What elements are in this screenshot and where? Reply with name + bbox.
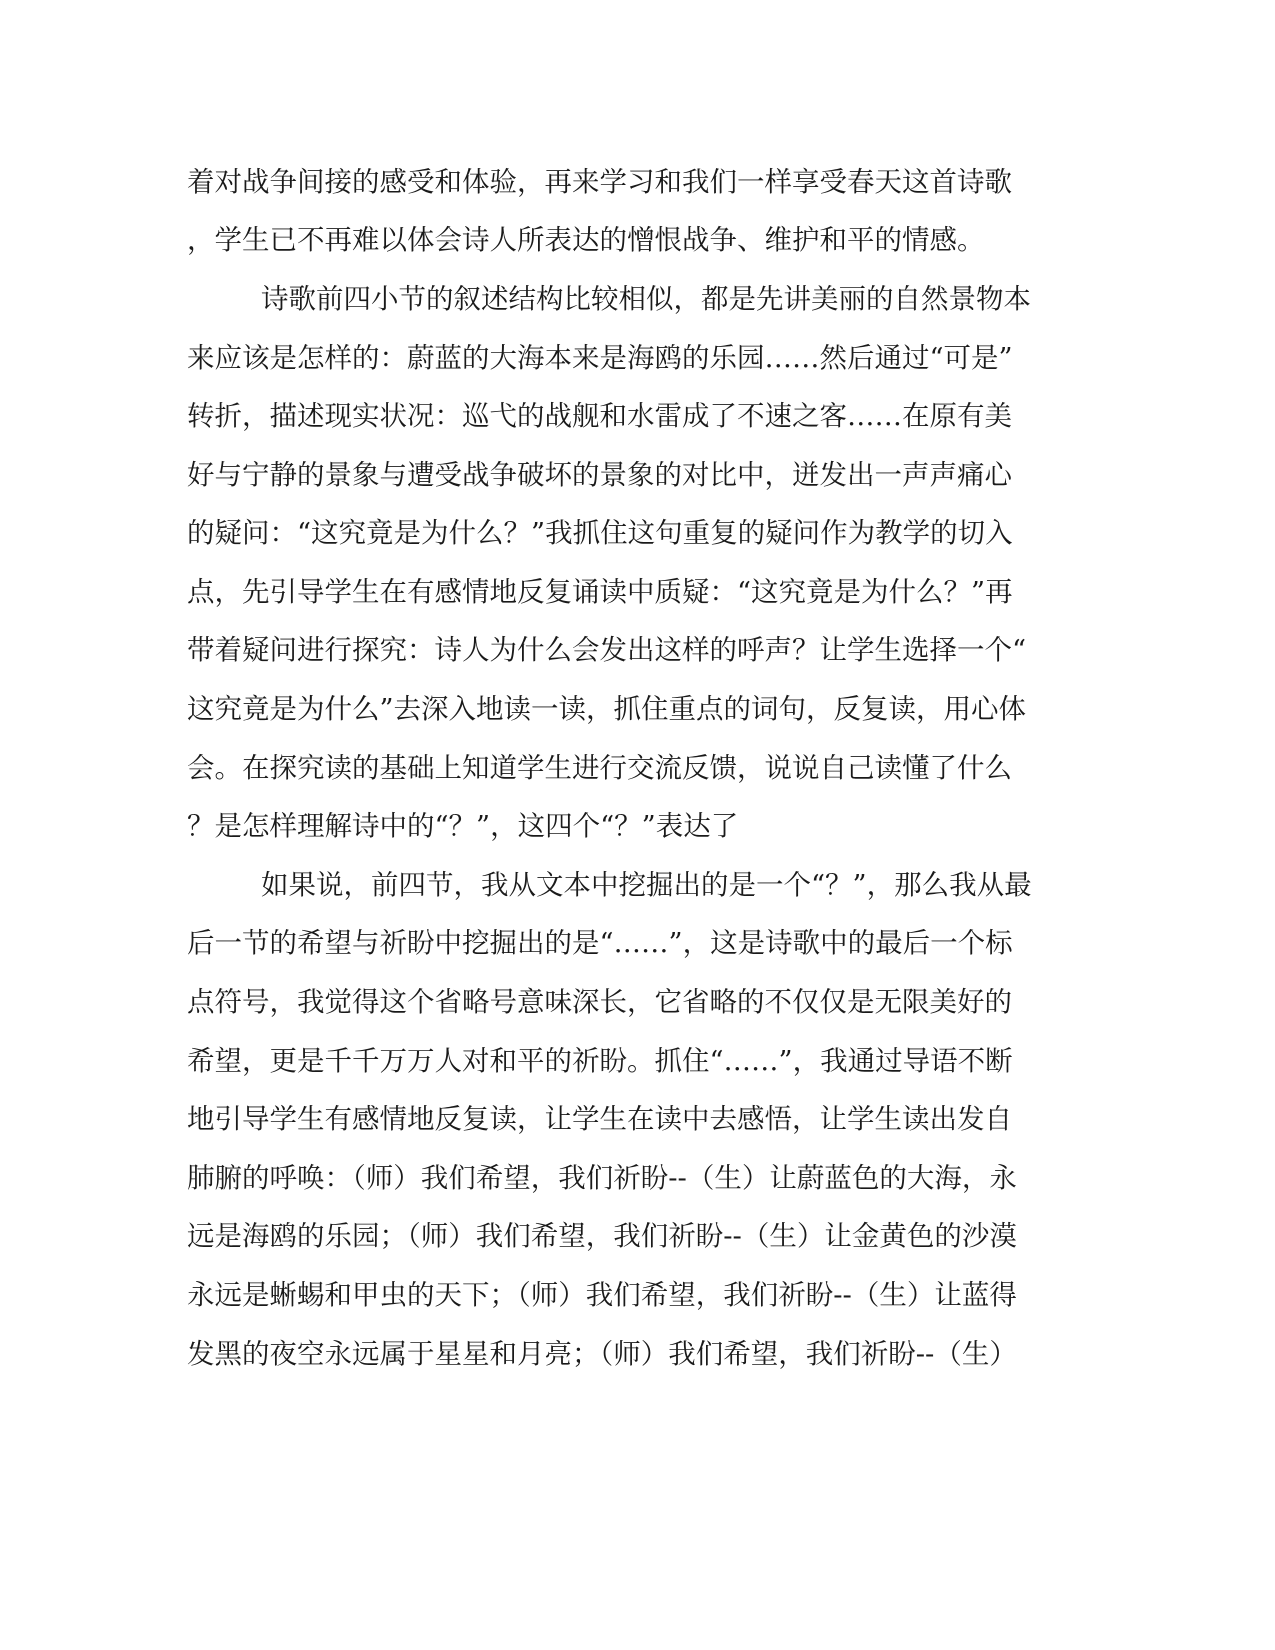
text-line: ，学生已不再难以体会诗人所表达的憎恨战争、维护和平的情感。	[187, 224, 985, 256]
text-line: 着对战争间接的感受和体验，再来学习和我们一样享受春天这首诗歌	[187, 166, 1012, 198]
text-line: 点符号，我觉得这个省略号意味深长，它省略的不仅仅是无限美好的	[187, 986, 1012, 1018]
paragraph-start-line: 诗歌前四小节的叙述结构比较相似，都是先讲美丽的自然景物本	[261, 283, 1031, 315]
text-line: 发黑的夜空永远属于星星和月亮；（师）我们希望，我们祈盼--（生）	[187, 1338, 1017, 1370]
text-line: 好与宁静的景象与遭受战争破坏的景象的对比中，迸发出一声声痛心	[187, 459, 1012, 491]
text-line: ？是怎样理解诗中的“？”，这四个“？”表达了	[187, 810, 739, 842]
text-line: 地引导学生有感情地反复读，让学生在读中去感悟，让学生读出发自	[187, 1103, 1012, 1135]
text-line: 希望，更是千千万万人对和平的祈盼。抓住“……”，我通过导语不断	[187, 1045, 1013, 1077]
text-line: 会。在探究读的基础上知道学生进行交流反馈，说说自己读懂了什么	[187, 752, 1012, 784]
text-line: 后一节的希望与祈盼中挖掘出的是“……”，这是诗歌中的最后一个标	[187, 927, 1013, 959]
text-line: 来应该是怎样的：蔚蓝的大海本来是海鸥的乐园……然后通过“可是”	[187, 342, 1013, 374]
text-line: 远是海鸥的乐园；（师）我们希望，我们祈盼--（生）让金黄色的沙漠	[187, 1220, 1017, 1252]
text-line: 的疑问：“这究竟是为什么？”我抓住这句重复的疑问作为教学的切入	[187, 517, 1013, 549]
text-line: 这究竟是为什么”去深入地读一读，抓住重点的词句，反复读，用心体	[187, 693, 1027, 725]
text-line: 点，先引导学生在有感情地反复诵读中质疑：“这究竟是为什么？”再	[187, 576, 1013, 608]
text-line: 带着疑问进行探究：诗人为什么会发出这样的呼声？让学生选择一个“	[187, 634, 1027, 666]
text-line: 永远是蜥蜴和甲虫的天下；（师）我们希望，我们祈盼--（生）让蓝得	[187, 1279, 1017, 1311]
paragraph-start-line: 如果说，前四节，我从文本中挖掘出的是一个“？”，那么我从最	[261, 869, 1032, 901]
text-line: 肺腑的呼唤：（师）我们希望，我们祈盼--（生）让蔚蓝色的大海，永	[187, 1162, 1017, 1194]
text-line: 转折，描述现实状况：巡弋的战舰和水雷成了不速之客……在原有美	[187, 400, 1012, 432]
